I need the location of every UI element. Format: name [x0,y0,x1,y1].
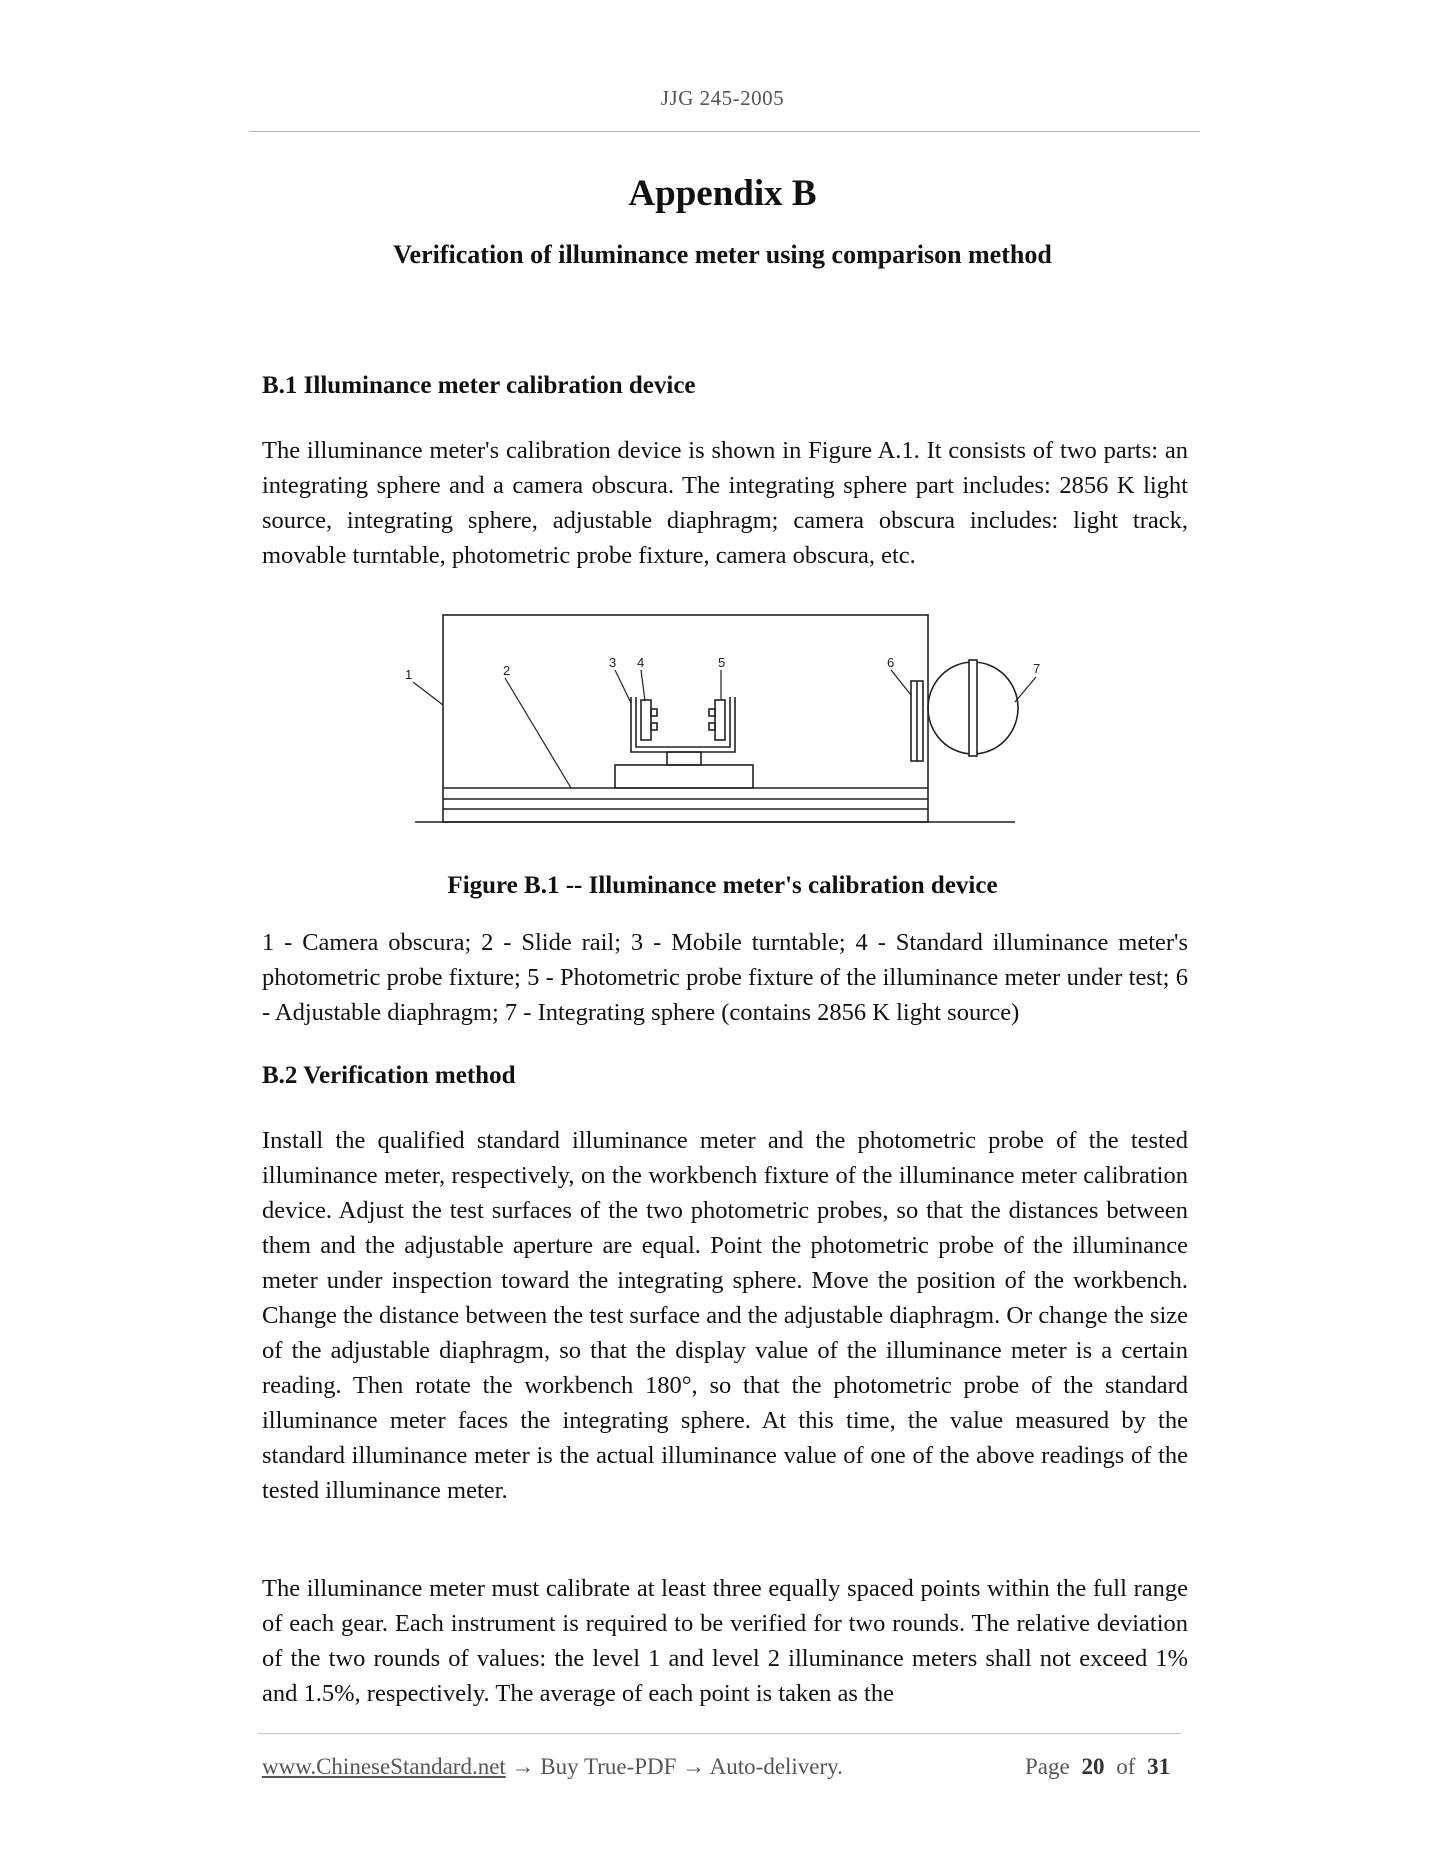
figure-label-6: 6 [887,655,895,670]
appendix-subtitle: Verification of illuminance meter using comparison method [393,240,1052,269]
integrating-sphere [928,662,973,754]
probe-clip [651,723,657,730]
section-b1-heading: B.1 Illuminance meter calibration device [262,372,696,399]
standard-probe-fixture [641,700,651,740]
probe-clip [651,709,657,716]
turntable-base [615,765,753,788]
camera-obscura-box [443,615,928,822]
turntable-stem [667,752,701,765]
leader-line-6 [891,670,911,695]
section-b1-paragraph: The illuminance meter's calibration device is shown in Figure A.1. It consists of two parts: an integrating sphere and a camera obscura. The integrating sphere part includes: 2856 K light source, integrating sphere, adjustable diaphragm; camera obscura includes: light track, movable turntable, photometric probe fixture, camera obscura, etc. [262,437,1188,569]
document-code-header: JJG 245-2005 [660,86,785,110]
sphere-aperture [969,660,977,756]
page-word: Page [1025,1754,1070,1779]
appendix-title: Appendix B [628,173,817,214]
calibration-device-diagram [405,605,1045,835]
leader-line-7 [1015,677,1036,702]
probe-clip [709,709,715,716]
test-probe-fixture [715,700,725,740]
figure-label-3: 3 [609,655,617,670]
footer-divider [258,1733,1181,1734]
figure-label-4: 4 [637,655,645,670]
section-b2-heading: B.2 Verification method [262,1062,516,1089]
probe-clip [709,723,715,730]
figure-caption: Figure B.1 -- Illuminance meter's calibration device [447,872,998,899]
leader-line-3 [615,670,631,703]
fixture-u-frame [631,697,735,752]
page-total: 31 [1147,1754,1171,1779]
figure-label-2: 2 [503,663,511,678]
leader-line-1 [413,682,443,705]
integrating-sphere [973,662,1018,754]
figure-label-7: 7 [1033,661,1041,676]
page-current: 20 [1081,1754,1105,1779]
figure-label-1: 1 [405,667,413,682]
section-b2-paragraph-2: The illuminance meter must calibrate at least three equally spaced points within the full range of each gear. Each instrument is required to be verified for two rounds. The relative deviation of the two rounds of values: the level 1 and level 2 illuminance meters shall not exceed 1% and 1.5%, respectively. The average of each point is taken as the [262,1575,1188,1707]
page-indicator [1025,1754,1176,1780]
page-of: of [1116,1754,1136,1779]
calibration-device-figure [405,605,1045,835]
footer-promo-text: → Buy True-PDF → Auto-delivery. [505,1754,843,1779]
header-divider [249,131,1200,132]
section-b2-paragraph-1: Install the qualified standard illuminance meter and the photometric probe of the tested illuminance meter, respectively, on the workbench fixture of the illuminance meter calibration device. Adjust the test surfaces of the two photometric probes, so that the distances between them and the adjustable aperture are equal. Point the photometric probe of the illuminance meter under inspection toward the integrating sphere. Move the position of the workbench. Change the distance between the test surface and the adjustable diaphragm. Or change the size of the adjustable diaphragm, so that the display value of the illuminance meter is a certain reading. Then rotate the workbench 180°, so that the photometric probe of the standard illuminance meter faces the integrating sphere. At this time, the value measured by the standard illuminance meter is the actual illuminance value of one of the above readings of the tested illuminance meter. [262,1127,1188,1504]
figure-label-5: 5 [718,655,726,670]
figure-legend: 1 - Camera obscura; 2 - Slide rail; 3 - Mobile turntable; 4 - Standard illuminance meter's photometric probe fixture; 5 - Photometric probe fixture of the illuminance meter under test; 6 - Adjustable diaphragm; 7 - Integrating sphere (contains 2856 K light source) [262,929,1188,1026]
site-link[interactable]: www.ChineseStandard.net [262,1754,506,1779]
footer-left [262,1754,843,1780]
leader-line-4 [641,670,645,701]
leader-line-2 [505,678,571,788]
